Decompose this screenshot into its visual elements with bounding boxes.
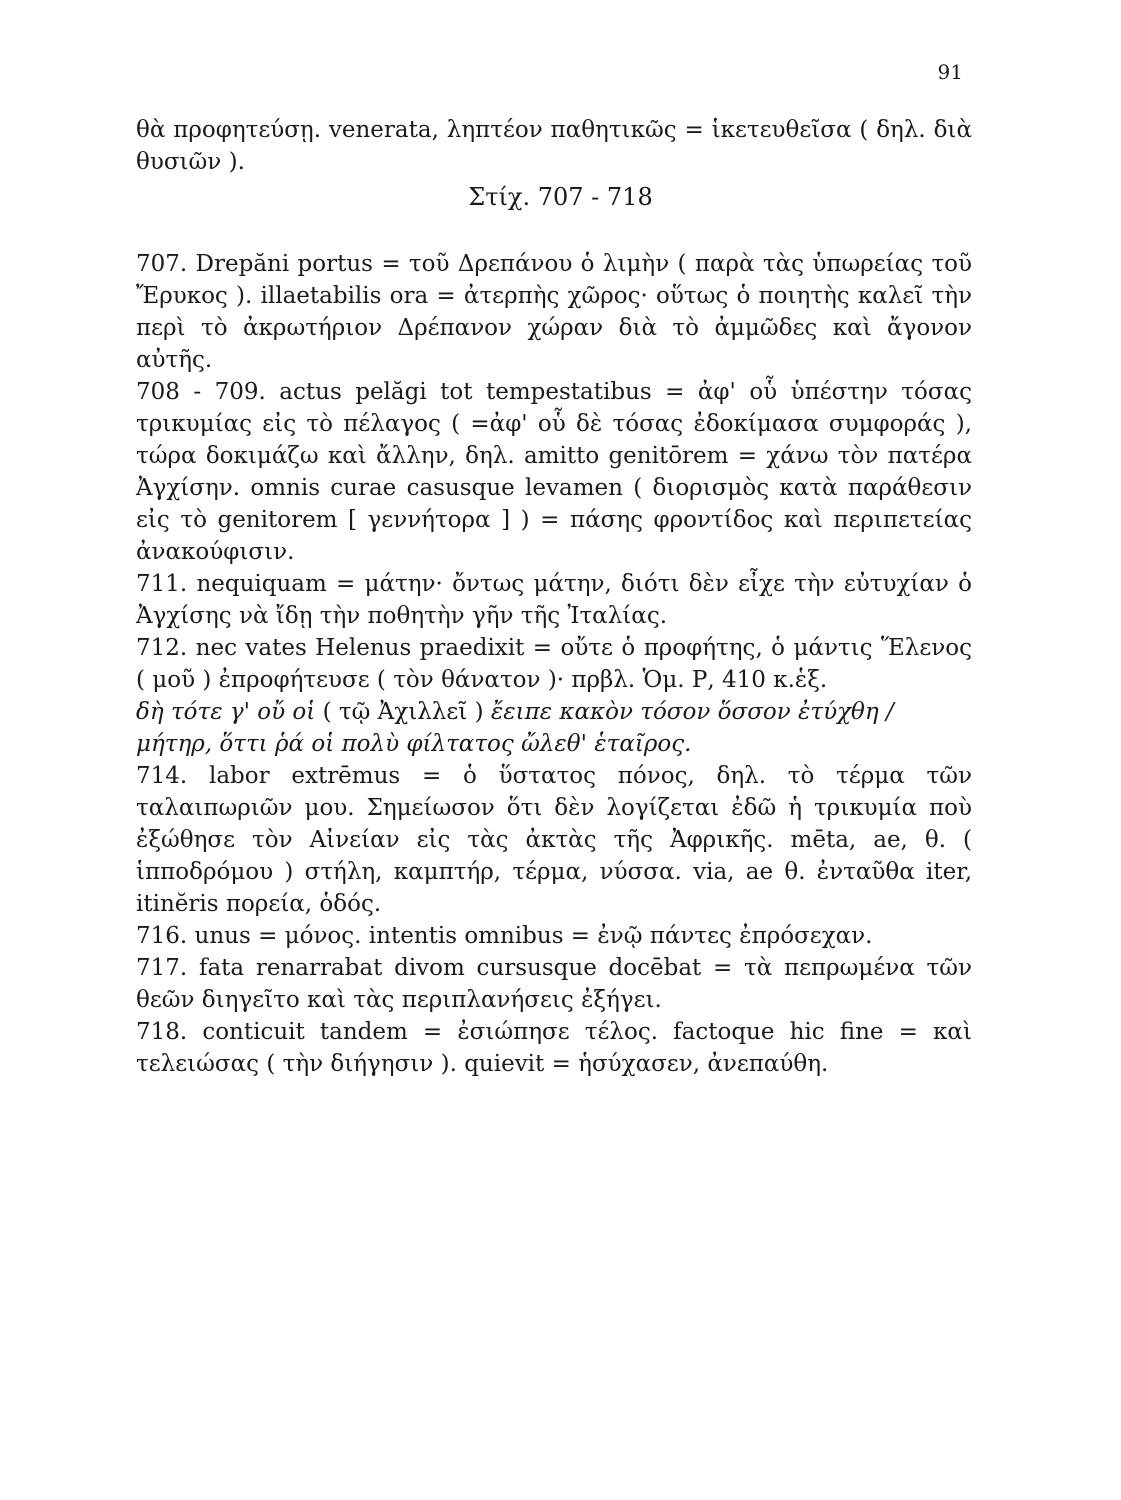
section-heading: Στίχ. 707 - 718 xyxy=(468,183,653,211)
page-number: 91 xyxy=(937,60,963,84)
quote-part-a: δὴ τότε γ' οὔ οἱ xyxy=(136,699,316,725)
quote-part-c: ἔειπε κακὸν τόσον ὅσσον ἐτύχθη / xyxy=(490,699,894,725)
entry-716: 716. unus = μόνος. intentis omnibus = ἐνῷ πάντες ἐπρόσεχαν. xyxy=(136,923,873,949)
entry-718: 718. conticuit tandem = ἐσιώπησε τέλος. factoque hic fine = καὶ τελειώσας ( τὴν διήγησιν ). quievit = ἡσύχασεν, ἀνεπαύθη. xyxy=(136,1019,972,1077)
homer-quote-line-2: μήτηρ, ὅττι ῥά οἱ πολὺ φίλτατος ὤλεθ' ἑταῖρος. xyxy=(136,731,692,757)
entry-711: 711. nequiquam = μάτην· ὄντως μάτην, διότι δὲν εἶχε τὴν εὐτυχίαν ὁ Ἀγχίσης νὰ ἴδῃ τὴν ποθητὴν γῆν τῆς Ἰταλίας. xyxy=(136,571,972,629)
intro-block xyxy=(136,114,972,178)
entry-712: 712. nec vates Helenus praedixit = οὔτε ὁ προφήτης, ὁ μάντις Ἕλενος ( μοῦ ) ἐπροφήτευσε ( τὸν θάνατον )· πρβλ. Ὁμ. Ρ, 410 κ.ἑξ. xyxy=(136,635,972,693)
entry-707: 707. Drepăni portus = τοῦ Δρεπάνου ὁ λιμὴν ( παρὰ τὰς ὑπωρείας τοῦ Ἔρυκος ). illaetabilis ora = ἀτερπὴς χῶρος· οὕτως ὁ ποιητὴς καλεῖ τὴν περὶ τὸ ἀκρωτήριον Δρέπανον χώραν διὰ τὸ ἀμμῶδες καὶ ἄγονον αὐτῆς. xyxy=(136,251,972,373)
entry-717: 717. fata renarrabat divom cursusque docēbat = τὰ πεπρωμένα τῶν θεῶν διηγεῖτο καὶ τὰς περιπλανήσεις ἐξήγει. xyxy=(136,955,972,1013)
entry-714: 714. labor extrēmus = ὁ ὕστατος πόνος, δηλ. τὸ τέρμα τῶν ταλαιπωριῶν μου. Σημείωσον ὅτι δὲν λογίζεται ἐδῶ ἡ τρικυμία ποὺ ἐξώθησε τὸν Αἰνείαν εἰς τὰς ἀκτὰς τῆς Ἀφρικῆς. mēta, ae, θ. ( ἱπποδρόμου ) στήλη, καμπτήρ, τέρμα, νύσσα. via, ae θ. ἐνταῦθα iter, itinĕris πορεία, ὁδός. xyxy=(136,763,972,917)
entry-708-709: 708 - 709. actus pelăgi tot tempestatibus = ἀφ' οὗ ὑπέστην τόσας τρικυμίας εἰς τὸ πέλαγος ( =ἀφ' οὗ δὲ τόσας ἐδοκίμασα συμφοράς ), τώρα δοκιμάζω καὶ ἄλλην, δηλ. amitto genitōrem = χάνω τὸν πατέρα Ἀγχίσην. omnis curae casusque levamen ( διορισμὸς κατὰ παράθεσιν εἰς τὸ genitorem [ γεννήτορα ] ) = πάσης φροντίδος καὶ περιπετείας ἀνακούφισιν. xyxy=(136,379,972,565)
homer-quote-line-1 xyxy=(136,696,972,728)
commentary-block xyxy=(136,248,972,1080)
intro-paragraph: θὰ προφητεύσῃ. venerata, ληπτέον παθητικῶς = ἱκετευθεῖσα ( δηλ. διὰ θυσιῶν ). xyxy=(136,117,972,175)
quote-gloss: ( τῷ Ἀχιλλεῖ ) xyxy=(322,699,484,725)
